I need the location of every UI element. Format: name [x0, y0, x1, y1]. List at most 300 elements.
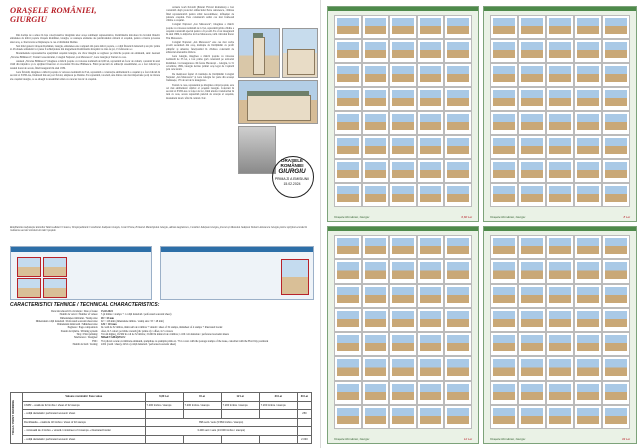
- stamp-image: [365, 408, 387, 424]
- stamp-image: [447, 311, 469, 327]
- fdc-strip: [161, 247, 313, 252]
- tech-row: Data introducerii în circulație / Date of issue: 15.02.2024: [51, 310, 113, 313]
- sheet-stamp: [389, 183, 417, 207]
- sheet-stamp: [417, 235, 445, 259]
- sheet-stamp: [518, 15, 546, 39]
- sheet-stamp: [362, 63, 390, 87]
- sheet-stamp: [574, 235, 602, 259]
- tech-row: Sistem de tipărire / Printing system: ofset, în 5 culori; pe hârtie cretată (plic prima zi) / offset, in 5 colours: [60, 329, 173, 333]
- stamp-image: [521, 238, 543, 254]
- station-shape: [247, 95, 311, 121]
- stamp-image: [549, 384, 571, 400]
- stamp-image: [447, 238, 469, 254]
- sheet-stamp: [444, 183, 472, 207]
- sheet-stamp: [574, 284, 602, 308]
- sheet-stamp: [389, 308, 417, 332]
- table-row: TIRAJ / PRINT RUNNING Valoare nominală / Face value 6,60 Lei 8 Lei 12 Lei 33 Lei 33 Lei: [11, 393, 312, 402]
- stamp-image: [549, 42, 571, 58]
- stamp-image: [392, 287, 414, 303]
- sheet-label: Orașele României, Giurgiu: [490, 215, 526, 219]
- stamp-image: [337, 162, 359, 178]
- photo-clock-tower: [238, 28, 280, 78]
- stamp-image: [549, 287, 571, 303]
- stamp-image: [447, 138, 469, 154]
- stamp-image: [447, 18, 469, 34]
- tech-row: Dimensiuni coliță dantelată / Perforated souvenir sheet size: 92 × 126 mm (dimensiune timbru / stamp size: 33 × 48 mm): [35, 319, 164, 323]
- stamp-image: [420, 359, 442, 375]
- sheet-stamp: [389, 39, 417, 63]
- sheet-label: Orașele României, Giurgiu: [334, 215, 370, 219]
- stamp-image: [365, 311, 387, 327]
- station-roof: [247, 91, 309, 96]
- sheet-stamp: [389, 159, 417, 183]
- stamp-image: [447, 162, 469, 178]
- tech-row: Număr de valori / Number of values: 5 (4 timbre / stamps + 1 coliță dantelată / perforated souvenir sheet): [59, 313, 172, 317]
- stamp-image: [577, 408, 599, 424]
- sheet-stamp: [490, 405, 518, 429]
- sheet-stamp: [518, 356, 546, 380]
- stamp-image: [365, 186, 387, 202]
- sheet-header: [328, 227, 478, 231]
- sheet-label: Orașele României, Giurgiu: [334, 437, 370, 441]
- stamp-image: [577, 238, 599, 254]
- stamp-image: [549, 114, 571, 130]
- sheet-stamp: [518, 284, 546, 308]
- sheet-stamp: [417, 284, 445, 308]
- sheet-stamp: [574, 405, 602, 429]
- stamp-image: [447, 42, 469, 58]
- stamp-image: [392, 335, 414, 351]
- stamp-image: [447, 408, 469, 424]
- first-day-cover-right: [160, 246, 314, 300]
- fdc-stamp: [17, 278, 41, 298]
- sheet-stamp: [444, 259, 472, 283]
- stamp-image: [577, 138, 599, 154]
- sheet-stamp: [574, 159, 602, 183]
- stamp-image: [365, 262, 387, 278]
- sheet-stamp: [444, 308, 472, 332]
- stamp-image: [392, 114, 414, 130]
- text-column-middle: Actuala Gară fluvială (Palatul Fluvial Romanian) a fost construită după proiectul arhitectului Petre Antonescu, clădirea fiind reprezentativă pentru stilul neoromânesc, influențat de palatele orașului. Este considerată astăzi cea mai frumoasă clădire a orașului. Colegiul Național „Ion Maiorescu”, imaginea a mărcii poștale cu valoarea nominală de 12 lei, reprezintă prima clădire a orașului construită special pentru a fi școală. Ea a fost inaugurată în anul 1869, la inițiativa lui Ion Maiorescu, tatăl criticului literar Titu Maiorescu. Colegiul Național „Ion Maiorescu” este cea mai veche școală secundară din oraș, instituție de învățământ cu profil științific și umanist, funcționând în clădirea construită de arhitectul Alexandru Orăscu. Gara Giurgiu, imaginea a mărcii poștale cu valoarea nominală de 33 lei, a fost prima gară construită pe teritoriul României. Cu inaugurarea căii ferate București – Giurgiu, la 31 octombrie 1869, Giurgiu devine primul oraș legat de Capitală prin cale ferată. De menționat faptul că instituția de învățământ Colegiul Național „Ion Maiorescu” și Gara Giurgiu fac parte din aceeași frumusețe, 155 de ani de la inaugurare. Turnul cu ceas, reprezentat pe imaginea coliței poștale, este cel mai emblematic simbol al orașului Giurgiu. Construit în secolul al XVIII-lea ca foișor de foc, fiind ulterior transformat în turn cu ceas, acesta reprezintă punctul de atracție al orașului, monument istoric aflat în centrul civic.: [166, 6, 234, 100]
- sheet-stamp: [362, 39, 390, 63]
- sheet-stamp: [546, 405, 574, 429]
- sheet-stamp: [444, 284, 472, 308]
- sheet-stamp: [362, 405, 390, 429]
- stamp-image: [392, 186, 414, 202]
- sheet-stamp: [362, 356, 390, 380]
- stamp-image: [521, 335, 543, 351]
- sheet-stamp: [546, 259, 574, 283]
- fdc-stamp: [17, 257, 41, 277]
- stamp-image: [337, 262, 359, 278]
- stamp-image: [493, 90, 515, 106]
- stamp-image: [521, 18, 543, 34]
- stamp-image: [337, 42, 359, 58]
- sheet-stamp: [602, 15, 630, 39]
- tech-row: Machetator / Designer: Mihail VĂMĂȘESCU: [74, 336, 126, 340]
- stamp-image: [605, 90, 627, 106]
- sheet-stamp: [334, 405, 362, 429]
- tech-row: Paginare / Page composition: în coală de 32 timbre, minicoală de 4 timbre + vinietă / sheet of 32 stamps, minisheet of 4 stamps + illustrated border: [67, 326, 223, 330]
- stamp-image: [521, 42, 543, 58]
- sheet-stamp: [546, 87, 574, 111]
- stamp-image: [392, 238, 414, 254]
- stamp-image: [521, 66, 543, 82]
- sheet-stamp: [490, 284, 518, 308]
- sheet-stamp: [602, 235, 630, 259]
- sheet-stamp: [546, 111, 574, 135]
- stamp-image: [392, 359, 414, 375]
- sheet-stamp: [490, 15, 518, 39]
- sheet-stamp: [546, 308, 574, 332]
- sheet-stamp: [574, 135, 602, 159]
- stamp-image: [493, 408, 515, 424]
- sheet-stamp: [389, 284, 417, 308]
- sheet-stamp: [602, 284, 630, 308]
- stamp-image: [493, 186, 515, 202]
- sheet-stamp: [574, 87, 602, 111]
- sheet-stamp: [389, 87, 417, 111]
- sheet-stamp: [417, 381, 445, 405]
- sheet-stamp: [546, 15, 574, 39]
- sheet-stamp: [574, 381, 602, 405]
- sheet-stamp: [444, 381, 472, 405]
- sheet-stamp: [389, 63, 417, 87]
- sheet-stamp: [490, 159, 518, 183]
- sheet-stamp: [417, 183, 445, 207]
- stamp-image: [420, 90, 442, 106]
- sheet-stamp: [444, 332, 472, 356]
- sheet-stamp: [602, 159, 630, 183]
- sheet-header: [484, 7, 636, 11]
- stamp-sheet: [327, 6, 479, 222]
- sheet-stamp: [362, 308, 390, 332]
- stamp-image: [521, 384, 543, 400]
- stamp-image: [577, 66, 599, 82]
- sheet-stamp: [334, 259, 362, 283]
- sheet-stamp: [444, 356, 472, 380]
- sheet-label: Orașele României, Giurgiu: [490, 437, 526, 441]
- stamp-image: [605, 186, 627, 202]
- stamp-image: [392, 90, 414, 106]
- stamp-image: [365, 384, 387, 400]
- sheet-stamp: [444, 235, 472, 259]
- sheet-stamp: [574, 332, 602, 356]
- stamp-image: [337, 287, 359, 303]
- sheet-stamp: [389, 332, 417, 356]
- stamp-image: [521, 408, 543, 424]
- stamp-image: [365, 42, 387, 58]
- stamp-image: [521, 114, 543, 130]
- stamp-image: [549, 186, 571, 202]
- sheet-stamp: [362, 111, 390, 135]
- sheet-value: 33 Lei: [621, 437, 630, 441]
- stamp-image: [605, 18, 627, 34]
- sheet-stamp: [389, 135, 417, 159]
- stamp-image: [447, 287, 469, 303]
- stamp-image: [577, 114, 599, 130]
- stamp-image: [365, 66, 387, 82]
- sheet-stamp: [417, 135, 445, 159]
- stamp-image: [337, 18, 359, 34]
- sheet-stamp: [444, 135, 472, 159]
- sheet-stamp: [602, 381, 630, 405]
- stamp-image: [447, 384, 469, 400]
- sheet-stamp: [490, 63, 518, 87]
- stamp-image: [420, 384, 442, 400]
- sheet-stamp: [362, 87, 390, 111]
- sheet-stamp: [546, 159, 574, 183]
- tower-shape: [253, 37, 265, 75]
- stamp-image: [549, 311, 571, 327]
- stamp-image: [392, 384, 414, 400]
- stamp-image: [521, 287, 543, 303]
- stamp-image: [392, 408, 414, 424]
- stamp-image: [577, 262, 599, 278]
- stamp-image: [605, 238, 627, 254]
- sheet-stamp: [389, 356, 417, 380]
- stamp-image: [337, 114, 359, 130]
- sheet-stamp: [518, 183, 546, 207]
- stamp-image: [493, 359, 515, 375]
- stamp-image: [549, 408, 571, 424]
- sheet-stamp: [602, 356, 630, 380]
- stamp-image: [365, 238, 387, 254]
- sheet-header: [328, 7, 478, 11]
- stamp-image: [420, 66, 442, 82]
- sheet-stamp: [518, 332, 546, 356]
- stamp-image: [577, 311, 599, 327]
- sheet-stamp: [490, 381, 518, 405]
- sheet-stamp: [417, 356, 445, 380]
- sheet-stamp: [518, 259, 546, 283]
- stamp-image: [493, 311, 515, 327]
- stamp-image: [420, 186, 442, 202]
- right-page: [320, 0, 640, 448]
- stamp-image: [549, 138, 571, 154]
- sheet-stamp: [362, 381, 390, 405]
- stamp-image: [605, 335, 627, 351]
- sheet-stamp: [334, 159, 362, 183]
- stamp-image: [549, 66, 571, 82]
- tech-row: Număr de listă / Listing: 2452 (coală / sheet), 2452 a (coliță dantelată / perforated souvenir sheet): [72, 342, 177, 346]
- stamp-image: [365, 90, 387, 106]
- sheet-stamp: [444, 39, 472, 63]
- stamp-image: [493, 262, 515, 278]
- stamp-image: [420, 287, 442, 303]
- page-title: ORAȘELE ROMÂNIEI, GIURGIU: [10, 5, 97, 24]
- sheet-stamp: [546, 63, 574, 87]
- sheet-stamp: [490, 259, 518, 283]
- tech-row: Tiraj / Print printing: 33.144 timbre; 16.384 în coli de 32 timbre; 15.600 în minicoli de 4 timbre; 1.160 coli dantelate / perforated souvenir sheets: [76, 333, 229, 337]
- sheet-stamp: [334, 63, 362, 87]
- stamp-image: [521, 262, 543, 278]
- stamp-image: [605, 66, 627, 82]
- sheet-stamp: [444, 15, 472, 39]
- stamp-image: [365, 138, 387, 154]
- stamp-image: [549, 359, 571, 375]
- tech-row: FDC: 351 plicuri ocazie cu timbrele emisiunii, ștampilate cu ștampila prima zi / 351 covers with the postage stamps of the issue, cancelled with the First Day postmark: [92, 339, 269, 343]
- stamp-image: [420, 138, 442, 154]
- sheet-stamp: [417, 159, 445, 183]
- stamp-image: [577, 90, 599, 106]
- stamp-sheet: [483, 6, 637, 222]
- stamp-image: [549, 90, 571, 106]
- sheet-stamp: [417, 63, 445, 87]
- sheet-stamp: [574, 308, 602, 332]
- stamp-image: [337, 138, 359, 154]
- sheet-stamp: [334, 183, 362, 207]
- sheet-stamp: [518, 111, 546, 135]
- sheet-stamp: [417, 111, 445, 135]
- stamp-image: [365, 335, 387, 351]
- stamp-image: [392, 66, 414, 82]
- stamp-image: [420, 18, 442, 34]
- stamp-image: [549, 162, 571, 178]
- stamp-image: [337, 66, 359, 82]
- stamp-image: [447, 186, 469, 202]
- stamp-image: [577, 42, 599, 58]
- sheet-stamp: [362, 235, 390, 259]
- sheet-stamp: [389, 111, 417, 135]
- stamp-sheet: [483, 226, 637, 444]
- stamp-image: [521, 162, 543, 178]
- stamp-image: [577, 186, 599, 202]
- stamp-image: [605, 408, 627, 424]
- sheet-stamp: [417, 87, 445, 111]
- stamp-image: [493, 287, 515, 303]
- stamp-image: [337, 384, 359, 400]
- sheet-stamp: [490, 39, 518, 63]
- sheet-stamp: [334, 332, 362, 356]
- sheet-stamp: [518, 381, 546, 405]
- stamp-image: [549, 238, 571, 254]
- sheet-stamp: [362, 183, 390, 207]
- table-row: Romfilatelia – coală de 32 timbre / sheet of 32 stamps 896 serii / sets (3.584 timbre / stamps): [11, 418, 312, 427]
- sheet-stamp: [417, 39, 445, 63]
- stamp-image: [365, 18, 387, 34]
- sheet-stamp: [490, 356, 518, 380]
- stamp-image: [605, 138, 627, 154]
- stamp-image: [420, 238, 442, 254]
- sheet-stamp: [574, 183, 602, 207]
- sheet-stamp: [490, 308, 518, 332]
- sheet-stamp: [490, 135, 518, 159]
- sheet-stamp: [602, 63, 630, 87]
- fdc-strip: [11, 247, 151, 252]
- stamp-image: [605, 287, 627, 303]
- stamp-image: [605, 311, 627, 327]
- sheet-stamp: [334, 87, 362, 111]
- first-day-cover-left: [10, 246, 152, 300]
- building-shape: [287, 49, 315, 75]
- stamp-image: [392, 262, 414, 278]
- sheet-stamp: [417, 259, 445, 283]
- stamp-image: [392, 42, 414, 58]
- stamp-image: [493, 42, 515, 58]
- sheet-stamp: [602, 87, 630, 111]
- stamp-image: [365, 114, 387, 130]
- stamp-image: [605, 114, 627, 130]
- tech-row: Dimensiuni minicoală / Minisheet size: 126 × 143 mm: [57, 323, 117, 327]
- stamp-image: [392, 311, 414, 327]
- sheet-stamp: [417, 332, 445, 356]
- sheet-stamp: [362, 284, 390, 308]
- stamp-image: [392, 138, 414, 154]
- stamp-image: [447, 66, 469, 82]
- sheet-stamp: [602, 135, 630, 159]
- sheet-stamp: [546, 381, 574, 405]
- text-column-left: Din dorința de a aduce în fața colecționarilor imaginile unor orașe românești reprezentative, Romfilatelia introduce în circuitul filatelic emisiunea de mărci poștale Orașele României, Giurgiu, ce reunește elemente ale patrimoniului cultural al orașului, pentru a ilustra povestea unui oraș, a cărei istorie se împletește cu cea a bătrânului Dunăre. Sub titlul generic Orașele României, Giurgiu, emisiunea este compusă din patru mărci poștale, o coliță filatelică dantelată și un plic prima zi. Produsele emisiunii vor putea fi achiziționate din magazinele Romfilatelia începând cu data de joi, 15 februarie a.c. Monumentele reprezentative aparținând orașului Giurgiu, ale căror imagini se regăsesc pe mărcile poștale ale emisiunii, sunt: Ateneul „Nicolae Bălănescu”, Turnul Ceasornicului, Colegiul Național „Ion Maiorescu”, Gara Giurgiu și Turnul cu ceas. Ateneul „Nicolae Bălănescu” imaginea a mărcii poștale cu valoarea nominală de 6,60 lei, reprezintă un focar de cultură, construit în anul 1940 din inițiativa și cu sprijinul financiar al avocatului Nicolae Bălănescu. Fiind proiectată de arhitecții ansamblului, ea a fost ridicată pe terenul donat de acesta, fiind inaugurată în anul 1939. Gara fluvială, imaginea a mărcii poștale cu valoarea nominală de 8 lei, reprezintă o construcție emblematică a orașului și a fost ridicată în secolul al XVIII-lea, finalizată într-un port fluvial, amplasat pe Dunăre. Ea reprezintă, totodată, una dintre cele mai importante porți de intrare ale orașului Giurgiu, ce se adaugă la ansamblul urban cu caracter istoric al orașului.: [10, 34, 160, 81]
- stamp-image: [605, 384, 627, 400]
- sheet-stamp: [362, 135, 390, 159]
- stamp-image: [337, 335, 359, 351]
- sheet-stamp: [389, 235, 417, 259]
- sheet-stamp: [602, 308, 630, 332]
- stamp-image: [577, 359, 599, 375]
- sheet-stamp: [546, 284, 574, 308]
- fdc-stamp: [43, 257, 67, 277]
- stamp-image: [521, 138, 543, 154]
- sheet-stamp: [490, 235, 518, 259]
- sheet-stamp: [574, 15, 602, 39]
- sheet-stamp: [362, 259, 390, 283]
- sheet-stamp: [602, 332, 630, 356]
- stamp-image: [447, 114, 469, 130]
- sheet-stamp: [389, 259, 417, 283]
- stamp-image: [577, 335, 599, 351]
- stamp-image: [337, 90, 359, 106]
- stamp-image: [392, 18, 414, 34]
- stamp-image: [493, 162, 515, 178]
- table-row: – coliță dantelată / perforated souvenir sheet 2.030: [11, 435, 312, 444]
- sheet-stamp: [334, 381, 362, 405]
- stamp-image: [337, 311, 359, 327]
- sheet-stamp: [389, 381, 417, 405]
- sheet-value: 6,60 Lei: [461, 215, 472, 219]
- stamp-image: [337, 238, 359, 254]
- stamp-image: [549, 262, 571, 278]
- stamp-image: [493, 18, 515, 34]
- sheet-stamp: [362, 332, 390, 356]
- stamp-image: [493, 66, 515, 82]
- stamp-image: [549, 335, 571, 351]
- photo-river-station: [238, 80, 318, 124]
- sheet-stamp: [602, 183, 630, 207]
- sheet-value: 12 Lei: [463, 437, 472, 441]
- stamp-image: [365, 162, 387, 178]
- sheet-stamp: [490, 183, 518, 207]
- sheet-stamp: [362, 15, 390, 39]
- stamp-image: [447, 335, 469, 351]
- fdc-stamp: [43, 278, 67, 298]
- sheet-stamp: [417, 308, 445, 332]
- photo-athenaeum: [282, 28, 318, 78]
- stamp-image: [447, 90, 469, 106]
- sheet-stamp: [490, 87, 518, 111]
- sheet-stamp: [518, 159, 546, 183]
- stamp-image: [365, 359, 387, 375]
- stamp-image: [420, 262, 442, 278]
- credits-text: Romfilatelia mulțumește domnilor Marius-Robert Ciutacu, Vicepreședintele Consiliului Județean Giurgiu, Costel Fotea, Primarul Municipiului Giurgiu, Adrian Anghelescu, Consiliul Județean Giurgiu, precum și Muzeului Județean Teohari Antonescu Giurgiu pentru sprijinul acordat în realizarea acestei emisiuni de mărci poștale.: [10, 226, 308, 233]
- sheet-stamp: [518, 308, 546, 332]
- stamp-image: [447, 359, 469, 375]
- sheet-stamp: [602, 405, 630, 429]
- sheet-stamp: [444, 405, 472, 429]
- sheet-stamp: [334, 308, 362, 332]
- stamp-image: [447, 262, 469, 278]
- sheet-stamp: [546, 183, 574, 207]
